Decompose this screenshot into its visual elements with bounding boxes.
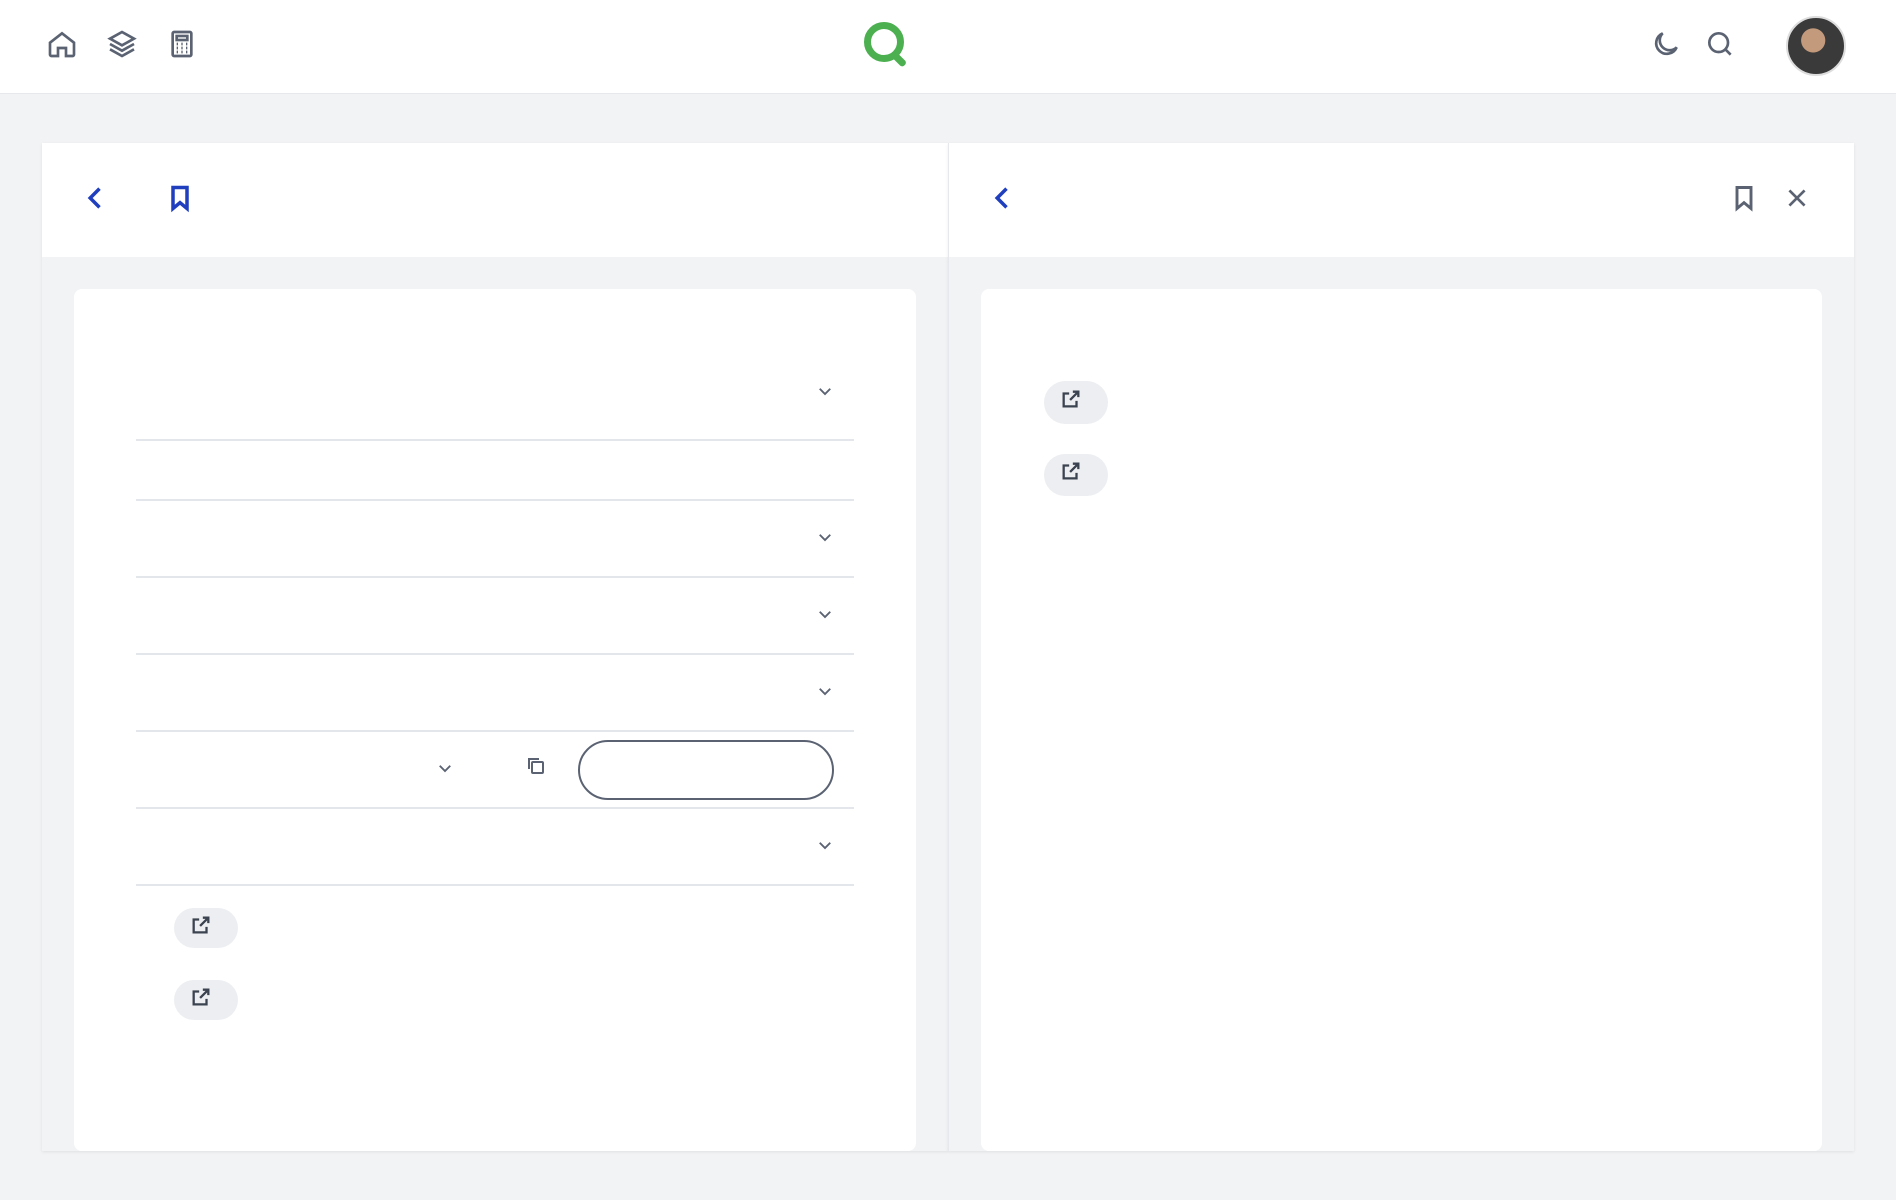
top-navbar xyxy=(0,0,1896,94)
codigo-badge[interactable] xyxy=(578,740,834,800)
chevron-down-icon[interactable] xyxy=(436,756,454,784)
main-nav xyxy=(46,28,208,66)
resolucoes-list xyxy=(136,886,854,1020)
accordion-natureza xyxy=(136,732,854,809)
item-detail-card xyxy=(74,289,916,1151)
avatar[interactable] xyxy=(1786,16,1846,76)
document-ementa xyxy=(1044,381,1760,424)
chevron-down-icon xyxy=(816,679,834,707)
document-content xyxy=(1044,381,1760,496)
close-icon[interactable] xyxy=(1784,185,1810,216)
list-item xyxy=(166,980,854,1020)
nav-calcular-ir[interactable] xyxy=(166,28,208,66)
external-link-icon xyxy=(1060,387,1082,418)
home-icon xyxy=(46,28,78,66)
bookmark-icon[interactable] xyxy=(166,183,194,218)
item-detail-header xyxy=(42,143,948,257)
nav-categorias[interactable] xyxy=(106,28,148,66)
document-preambulo xyxy=(1044,454,1760,496)
back-chevron-icon[interactable] xyxy=(989,184,1017,217)
document-card xyxy=(981,289,1822,1151)
layers-icon xyxy=(106,28,138,66)
descricao-text xyxy=(136,441,854,501)
back-chevron-icon[interactable] xyxy=(82,184,110,217)
accordion-resolucoes[interactable] xyxy=(136,809,854,886)
item-detail-panel xyxy=(42,143,948,1151)
document-panel xyxy=(948,143,1854,1151)
accordion-siscoserv[interactable] xyxy=(136,501,854,578)
natureza-controls xyxy=(436,740,834,800)
nav-inicio[interactable] xyxy=(46,28,88,66)
brand-logo[interactable] xyxy=(864,22,918,62)
bookmark-icon[interactable] xyxy=(1730,183,1758,218)
search-icon[interactable] xyxy=(1704,28,1736,65)
resolucao-link[interactable] xyxy=(174,908,238,948)
external-link-icon xyxy=(190,986,212,1014)
dark-mode-icon[interactable] xyxy=(1650,28,1682,65)
logo-q-mark xyxy=(864,22,904,62)
chevron-down-icon xyxy=(816,525,834,553)
calculator-icon xyxy=(166,28,198,66)
chevron-down-icon xyxy=(816,602,834,630)
chevron-down-icon xyxy=(816,833,834,861)
accordion-encargos[interactable] xyxy=(136,578,854,655)
accordion-documentos[interactable] xyxy=(136,655,854,732)
user-area xyxy=(1650,16,1846,76)
document-body xyxy=(949,257,1854,1151)
lei-link[interactable] xyxy=(1044,381,1108,424)
lei-link[interactable] xyxy=(1044,454,1108,496)
external-link-icon xyxy=(1060,460,1082,490)
document-header xyxy=(949,143,1854,257)
list-item xyxy=(166,908,854,948)
resolucao-link[interactable] xyxy=(174,980,238,1020)
copy-icon[interactable] xyxy=(524,754,548,785)
accordion-descricao[interactable] xyxy=(136,347,854,441)
item-detail-body xyxy=(42,257,948,1151)
external-link-icon xyxy=(190,914,212,942)
chevron-down-icon xyxy=(816,379,834,407)
